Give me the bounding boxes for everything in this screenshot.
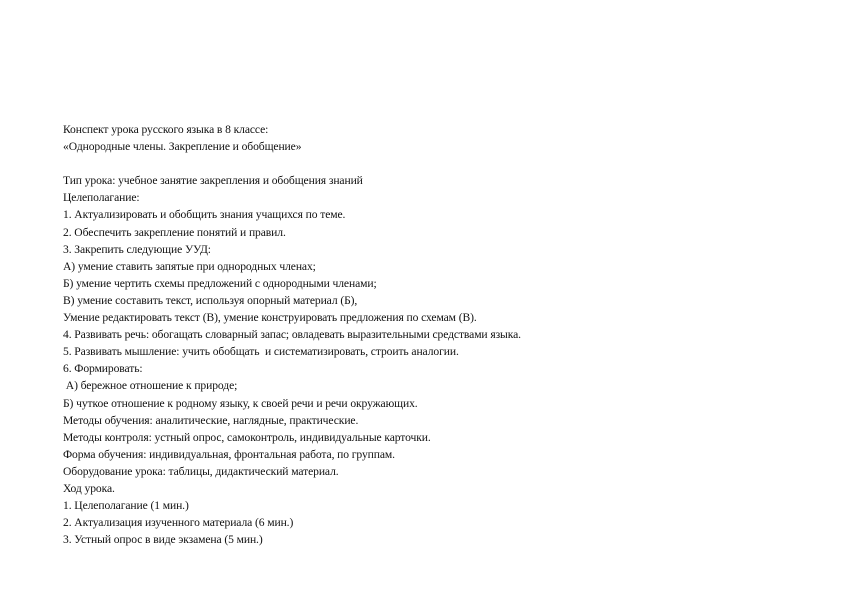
goal-item: 2. Обеспечить закрепление понятий и правил. — [63, 225, 286, 239]
skill-item: Умение редактировать текст (В), умение конструировать предложения по схемам (В). — [63, 311, 477, 325]
lesson-equipment: Оборудование урока: таблицы, дидактический материал. — [63, 464, 339, 478]
goals-heading: Целеполагание: — [63, 191, 140, 205]
lesson-step: 3. Устный опрос в виде экзамена (5 мин.) — [63, 533, 263, 547]
skill-item: Б) чуткое отношение к родному языку, к своей речи и речи окружающих. — [63, 396, 418, 410]
control-methods: Методы контроля: устный опрос, самоконтроль, индивидуальные карточки. — [63, 430, 431, 444]
learning-form: Форма обучения: индивидуальная, фронтальная работа, по группам. — [63, 447, 395, 461]
lesson-progress-heading: Ход урока. — [63, 481, 115, 495]
lesson-type: Тип урока: учебное занятие закрепления и обобщения знаний — [63, 174, 363, 188]
document-body — [63, 121, 783, 548]
skill-item: А) умение ставить запятые при однородных членах; — [63, 259, 316, 273]
goal-item: 3. Закрепить следующие УУД: — [63, 242, 211, 256]
lesson-step: 1. Целеполагание (1 мин.) — [63, 499, 189, 513]
skill-item: Б) умение чертить схемы предложений с однородными членами; — [63, 276, 377, 290]
goal-item: 4. Развивать речь: обогащать словарный запас; овладевать выразительными средствами языка. — [63, 328, 521, 342]
lesson-step: 2. Актуализация изученного материала (6 мин.) — [63, 516, 294, 530]
skill-item: В) умение составить текст, используя опорный материал (Б), — [63, 293, 358, 307]
goal-item: 5. Развивать мышление: учить обобщать и систематизировать, строить аналогии. — [63, 345, 459, 359]
document-title-line-1: Конспект урока русского языка в 8 классе: — [63, 123, 269, 136]
teaching-methods: Методы обучения: аналитические, наглядные, практические. — [63, 413, 359, 427]
goal-item: 1. Актуализировать и обобщить знания учащихся по теме. — [63, 208, 346, 222]
blank-line — [63, 155, 783, 172]
skill-item: А) бережное отношение к природе; — [63, 379, 238, 393]
document-title-line-2: «Однородные члены. Закрепление и обобщение» — [63, 140, 302, 154]
goal-item: 6. Формировать: — [63, 362, 143, 376]
